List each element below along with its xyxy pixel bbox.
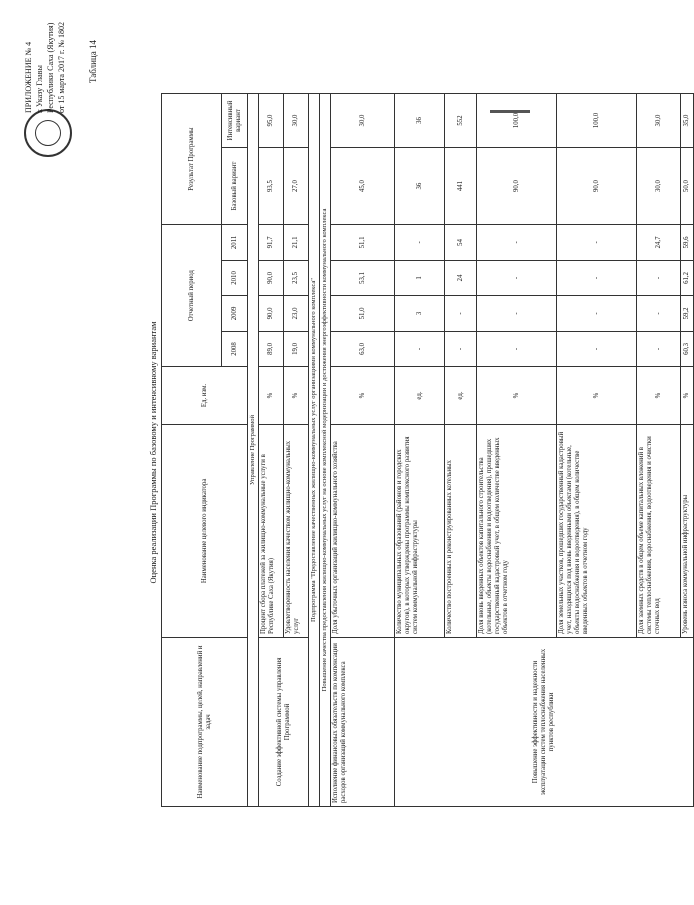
program-cell: Создание эффективной системы управления Программой (259, 637, 309, 806)
value-2009: 23,0 (284, 296, 309, 332)
header-year: 2009 (222, 296, 248, 332)
unit-cell: ед. (445, 367, 477, 425)
value-2010: 1 (395, 260, 445, 296)
value-2008: - (477, 331, 557, 367)
value-intensive: 30,0 (284, 94, 309, 148)
margin-mark (490, 110, 530, 113)
header-year: 2011 (222, 225, 248, 261)
header-program-result: Результат Программы (162, 94, 222, 225)
value-intensive: 100,0 (477, 94, 557, 148)
value-intensive: 552 (445, 94, 477, 148)
indicator-cell: Количество муниципальных образований (районов и городских округов), в которых утверждены программы комплексного развития систем коммунальной инфраструктуры (395, 424, 445, 637)
value-2008: 63,0 (331, 331, 395, 367)
value-2011: 59,6 (681, 225, 694, 261)
value-base: 93,5 (259, 147, 284, 224)
unit-cell: % (284, 367, 309, 425)
value-intensive: 35,0 (681, 94, 694, 148)
value-2010: 61,2 (681, 260, 694, 296)
value-intensive: 100,0 (557, 94, 637, 148)
value-2010: - (637, 260, 681, 296)
header-base: Базовый вариант (222, 147, 248, 224)
value-2010: - (477, 260, 557, 296)
stamp-seal (24, 109, 72, 157)
value-2010: 24 (445, 260, 477, 296)
value-2008: - (557, 331, 637, 367)
unit-cell: ед. (395, 367, 445, 425)
section-row (320, 94, 331, 807)
section-row (309, 94, 320, 807)
value-2010: 53,1 (331, 260, 395, 296)
program-cell: Исполнение финансовых обязательств по компенсации расходов организаций коммунального комплекса (331, 637, 395, 806)
value-2011: - (557, 225, 637, 261)
value-2010: 23,5 (284, 260, 309, 296)
indicator-cell: Доля земельных участков, прошедших государственный кадастровый учет, находящихся под вновь введенными объектами (котельные, объекты водоснабжения и водоотведения), в общем количестве введенных объектов в отчетном году (557, 424, 637, 637)
annex-line: от 15 марта 2017 г. № 1802 (57, 22, 66, 113)
value-2009: 51,0 (331, 296, 395, 332)
value-2009: - (445, 296, 477, 332)
section-management: Управление Программой (248, 94, 259, 807)
annex-line: к Указу Главы (35, 65, 44, 113)
value-2010: - (557, 260, 637, 296)
header-indicator: Наименование целевого индикатора (162, 424, 248, 637)
header-program: Наименование подпрограммы, целей, направлений и задач (162, 637, 248, 806)
header-year: 2010 (222, 260, 248, 296)
value-base: 30,0 (637, 147, 681, 224)
unit-cell: % (477, 367, 557, 425)
value-2009: - (477, 296, 557, 332)
unit-cell: % (259, 367, 284, 425)
value-base: 441 (445, 147, 477, 224)
indicator-cell: Удовлетворенность населения качеством жилищно-коммунальных услуг (284, 424, 309, 637)
value-base: 90,0 (477, 147, 557, 224)
value-2008: 89,0 (259, 331, 284, 367)
value-base: 36 (395, 147, 445, 224)
value-2011: 54 (445, 225, 477, 261)
header-row (162, 94, 222, 807)
header-unit: Ед. изм. (162, 367, 248, 425)
table-number: Таблица 14 (88, 40, 98, 83)
value-2009: 3 (395, 296, 445, 332)
value-base: 90,0 (557, 147, 637, 224)
value-2009: 90,0 (259, 296, 284, 332)
value-2009: 59,2 (681, 296, 694, 332)
value-intensive: 30,0 (637, 94, 681, 148)
unit-cell: % (681, 367, 694, 425)
indicator-cell: Доля вновь введенных объектов капитального строительства (котельные, объекты водоснабжения и водоотведения), прошедших государственный кадастровый учет, в общем количестве введенных объектов в отчетном году (477, 424, 557, 637)
program-cell: Повышение эффективности и надежности эксплуатации систем теплоснабжения населенных пунктов республики (395, 637, 694, 806)
indicator-cell: Уровень износа коммунальной инфраструктуры (681, 424, 694, 637)
unit-cell: % (331, 367, 395, 425)
indicator-cell: Количество построенных и реконструированных котельных (445, 424, 477, 637)
value-2011: - (477, 225, 557, 261)
value-2008: - (637, 331, 681, 367)
unit-cell: % (557, 367, 637, 425)
annex-block (23, 1, 67, 113)
value-2011: 91,7 (259, 225, 284, 261)
value-2011: 24,7 (637, 225, 681, 261)
value-base: 45,0 (331, 147, 395, 224)
header-report-period: Отчетный период (162, 225, 222, 367)
header-year: 2008 (222, 331, 248, 367)
table-row (395, 94, 445, 807)
indicator-cell: Доля заемных средств в общем объеме капитальных вложений в системы теплоснабжения, водоснабжения, водоотведения и очистки сточных вод (637, 424, 681, 637)
value-2009: - (557, 296, 637, 332)
value-2011: - (395, 225, 445, 261)
value-intensive: 36 (395, 94, 445, 148)
value-2008: - (445, 331, 477, 367)
header-intensive: Интенсивный вариант (222, 94, 248, 148)
table-row (259, 94, 284, 807)
indicator-cell: Процент сбора платежей за жилищно-коммунальные услуги в Республике Саха (Якутия) (259, 424, 284, 637)
unit-cell: % (637, 367, 681, 425)
document-title: Оценка реализации Программы по базовому и интенсивному вариантам (148, 321, 158, 584)
value-2008: 19,0 (284, 331, 309, 367)
indicator-cell: Доля убыточных организаций жилищно-коммунального хозяйства (331, 424, 395, 637)
value-2010: 90,0 (259, 260, 284, 296)
annex-line: Республики Саха (Якутия) (46, 22, 55, 113)
results-table (161, 93, 694, 807)
value-2011: 21,1 (284, 225, 309, 261)
table-row (331, 94, 395, 807)
value-intensive: 95,0 (259, 94, 284, 148)
section-goal: Повышение качества предоставления жилищно-коммунальных услуг на основе комплексной модернизации и достижения энергоэффективности коммунального комплекса (320, 94, 331, 807)
value-2008: 60,3 (681, 331, 694, 367)
annex-line: ПРИЛОЖЕНИЕ № 4 (24, 41, 33, 113)
value-2009: - (637, 296, 681, 332)
section-subprogram: Подпрограмма "Предоставление качественных жилищно-коммунальных услуг организациями коммунального комплекса" (309, 94, 320, 807)
value-intensive: 30,0 (331, 94, 395, 148)
value-base: 50,0 (681, 147, 694, 224)
value-2008: - (395, 331, 445, 367)
value-2011: 51,1 (331, 225, 395, 261)
value-base: 27,0 (284, 147, 309, 224)
section-row (248, 94, 259, 807)
